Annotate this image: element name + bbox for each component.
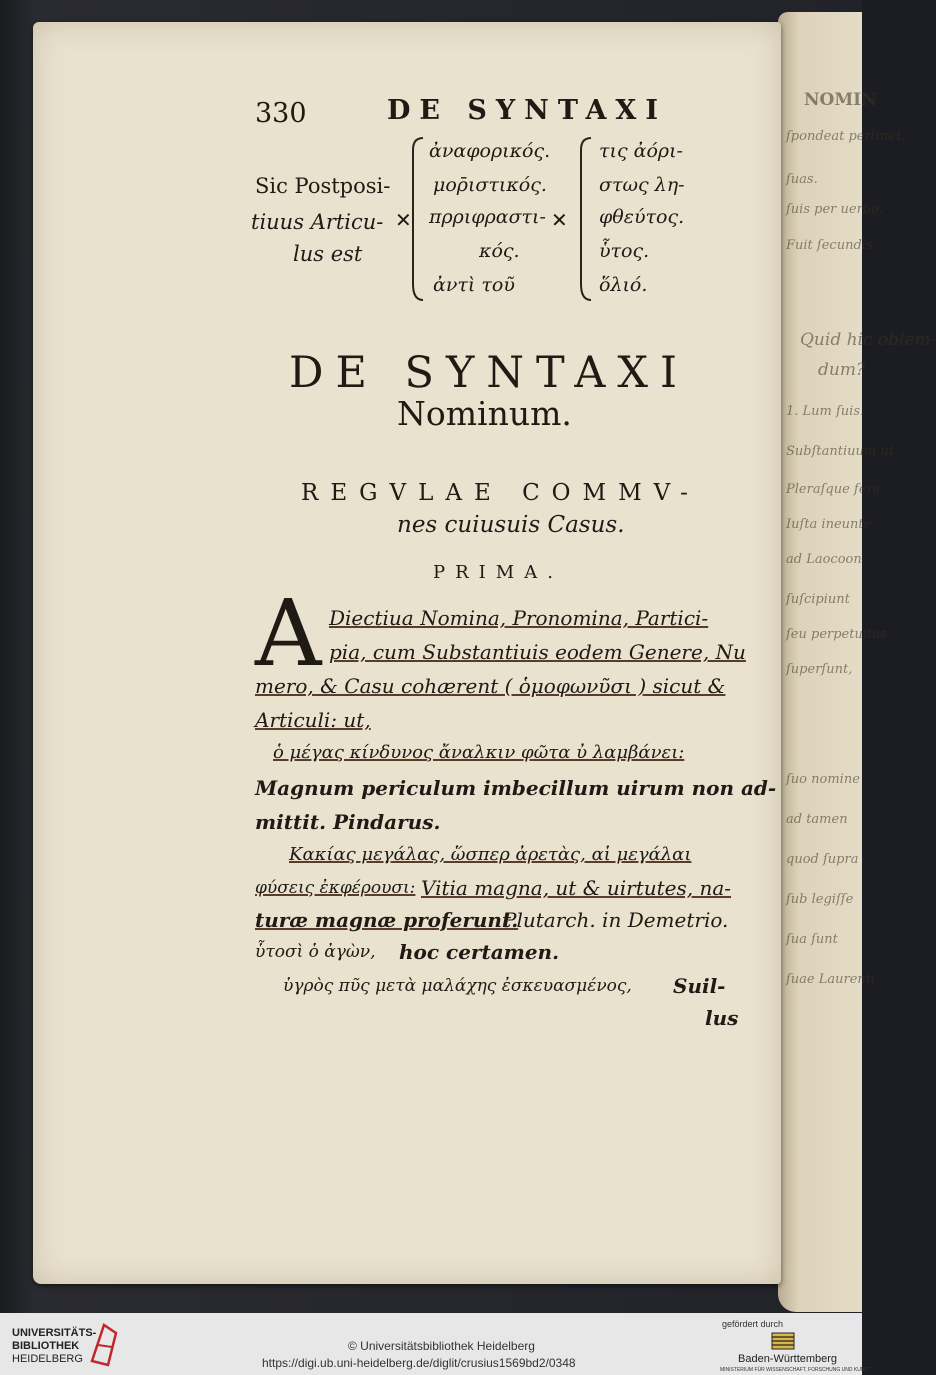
example-latin-line: turæ magnæ proferunt. (255, 908, 519, 932)
next-page-bleed-text: ſuo nomine (786, 772, 860, 787)
next-page-bleed-text: ad tamen (786, 812, 848, 827)
library-name-line: UNIVERSITÄTS- (12, 1327, 97, 1339)
example-greek: Κακίας μεγάλας, ὥσπερ ἀρετὰς, αἱ μεγάλαι (289, 844, 692, 865)
greek-col1-line: πρριφραστι- (429, 206, 546, 228)
rule-line: pia, cum Substantiuis eodem Genere, Nu (329, 640, 746, 664)
rule-line: Diectiua Nomina, Pronomina, Partici- (329, 606, 709, 630)
library-emblem-icon (88, 1321, 120, 1367)
next-page-bleed-text: ſua ſunt (786, 932, 838, 947)
next-page-bleed-text: ſub legiſſe (786, 892, 854, 907)
next-page-bleed-text: ſuſcipiunt (786, 592, 850, 607)
example-greek: φύσεις ἐκφέρουσι: (255, 878, 416, 898)
greek-col1-line: μορ̄ιστικός. (433, 174, 547, 196)
library-name-line: HEIDELBERG (12, 1353, 83, 1365)
example-latin-line: mittit. Pindarus. (255, 810, 441, 834)
next-page-bleed-text: dum? (818, 360, 866, 380)
next-page-bleed-text: ſuas. (786, 172, 818, 187)
next-page-bleed-text: ſeu perpetuitas (786, 627, 887, 642)
sponsor-label: gefördert durch (722, 1319, 784, 1329)
catchword: lus (705, 1006, 739, 1030)
rules-heading-line2: nes cuiusuis Casus. (397, 512, 625, 538)
next-page-bleed-text: Quid hic oblem- (800, 330, 936, 350)
next-page-bleed-text: Pleraſque fere. (786, 482, 885, 497)
permalink[interactable]: https://digi.ub.uni-heidelberg.de/diglit/crusius1569bd2/0348 (262, 1356, 576, 1370)
sponsor-subtitle: MINISTERIUM FÜR WISSENSCHAFT, FORSCHUNG UND KUNST (720, 1367, 871, 1373)
rules-heading: REGVLAE COMMV- (301, 480, 700, 506)
state-coat-of-arms-icon (766, 1329, 800, 1351)
next-page-bleed-text: quod ſupra (786, 852, 859, 867)
greek-col2-line: στως λη- (599, 174, 685, 196)
brace-point-icon: ✕ (551, 208, 568, 232)
drop-cap: A (255, 580, 322, 687)
left-brace-icon (405, 134, 427, 304)
rule-line: Articuli: ut, (255, 708, 371, 732)
next-page-bleed-text: ſuae Laurenti (786, 972, 876, 987)
greek-col2-line: ὅλιό. (599, 274, 648, 296)
library-logo[interactable] (0, 1313, 130, 1375)
running-head: DE SYNTAXI (387, 95, 667, 126)
greek-col1-line: ἀντὶ τοῦ (433, 274, 515, 296)
brace-point-icon: ✕ (395, 208, 412, 232)
right-brace-icon (573, 134, 595, 304)
example-latin-line: Suil- (673, 974, 726, 998)
next-page-bleed-text: Iuſta ineunte (786, 517, 872, 532)
example-greek: ὑγρὸς πῦς μετὰ μαλάχης ἐσκευασμένος, (283, 976, 632, 996)
section-title: DE SYNTAXI (289, 348, 689, 398)
next-page-bleed-text: ſpondeat pertinet. (786, 129, 906, 144)
greek-col1-line: κός. (479, 240, 520, 262)
section-subtitle: Nominum. (397, 394, 572, 433)
greek-col2-line: ὗτος. (599, 240, 650, 262)
page-number: 330 (255, 98, 307, 129)
rule-line: mero, & Casu cohærent ( ὁμοφωνῦσι ) sicut & (255, 674, 726, 698)
example-latin-line: hoc certamen. (399, 940, 560, 964)
next-page-bleed-text: ad Laocoon (786, 552, 862, 567)
postpositive-label-line: lus est (293, 242, 363, 266)
postpositive-label-line: Sic Postposi- (255, 174, 391, 198)
greek-col1-line: ἀναφορικός. (429, 140, 551, 162)
book-page (33, 22, 781, 1284)
next-page-bleed-text: Fuit ſecundis (786, 238, 873, 253)
example-latin-line: Vitia magna, ut & uirtutes, na- (421, 876, 732, 900)
next-page-edge (778, 12, 936, 1312)
example-source: Plutarch. in Demetrio. (503, 908, 729, 932)
next-page-bleed-text: Subſtantiuum ut (786, 444, 894, 459)
next-page-bleed-text: 1. Lum ſuis. (786, 404, 865, 419)
next-page-bleed-text: ſuperſunt, (786, 662, 853, 677)
greek-col2-line: φθεύτος. (599, 206, 685, 228)
postpositive-label-line: tiuus Articu- (251, 210, 384, 234)
copyright-text: © Universitätsbibliothek Heidelberg (348, 1339, 535, 1353)
next-page-bleed-text: ſuis per uerbo. (786, 202, 883, 217)
rule-number-heading: PRIMA. (433, 562, 563, 583)
library-name-line: BIBLIOTHEK (12, 1340, 80, 1352)
greek-col2-line: τις ἀόρι- (599, 140, 683, 162)
sponsor-name: Baden-Württemberg (738, 1353, 838, 1365)
viewer-footer (0, 1313, 871, 1375)
example-greek: ὁ μέγας κίνδυνος ἄναλκιν φῶτα ὐ λαμβάνει: (273, 742, 685, 763)
example-latin-line: Magnum periculum imbecillum uirum non ad- (255, 776, 777, 800)
example-greek: ὗτοσὶ ὁ ἀγὼν, (255, 942, 376, 962)
next-page-bleed-text: NOMIN (804, 90, 877, 110)
